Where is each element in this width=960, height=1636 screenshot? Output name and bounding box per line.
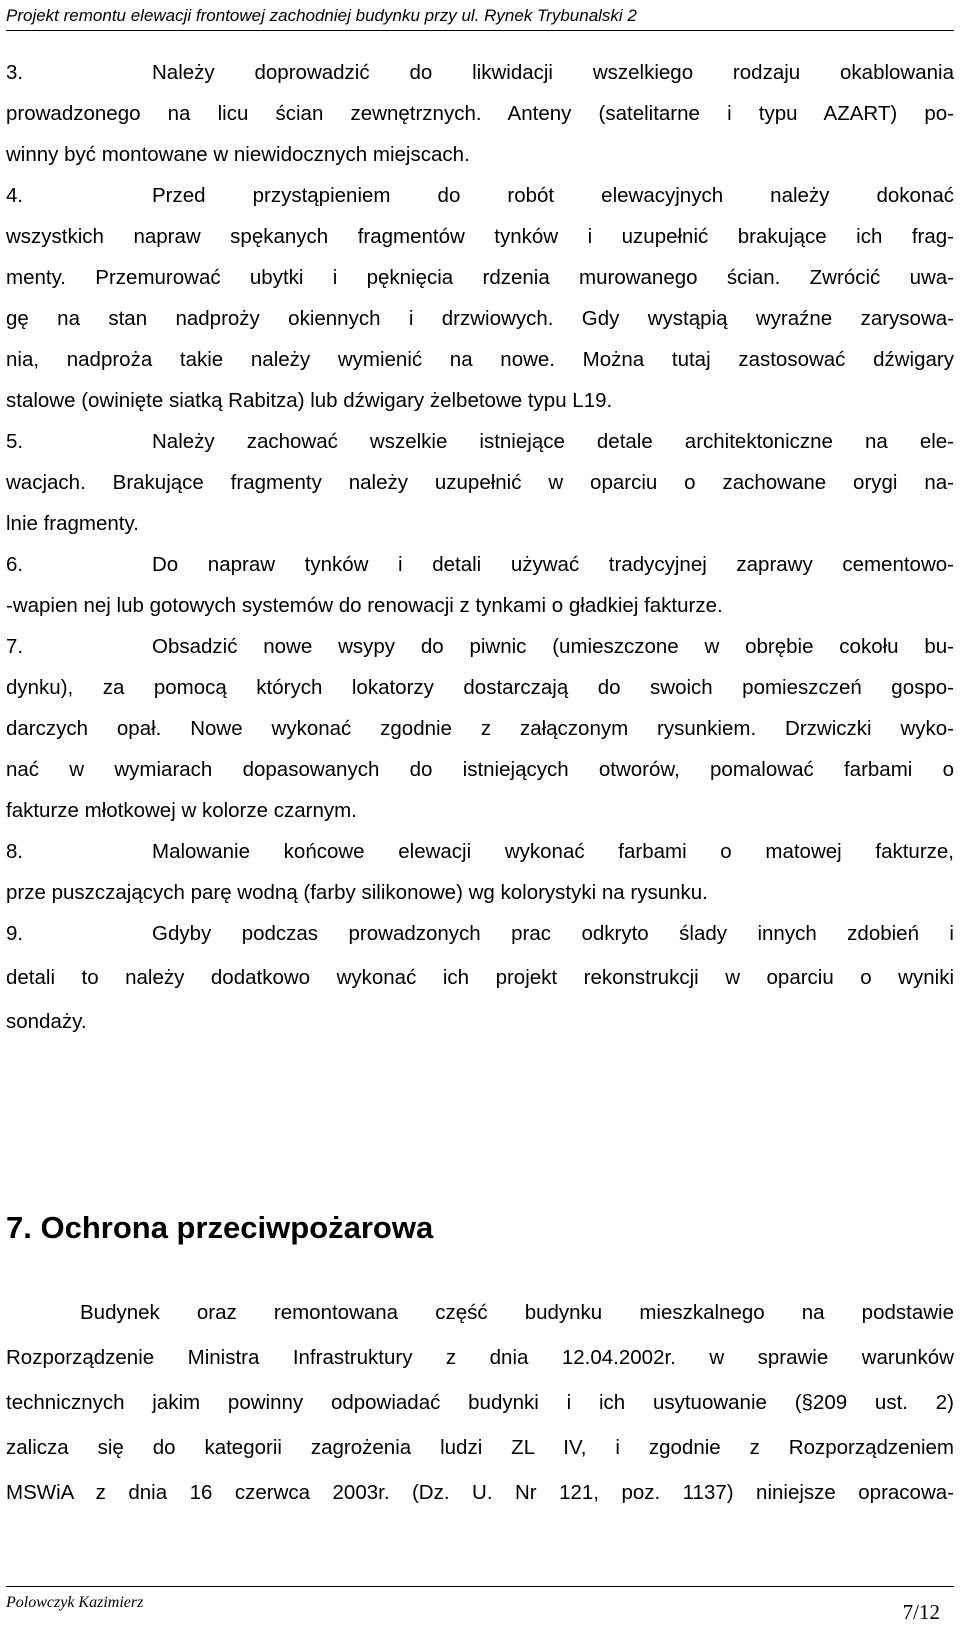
- page-header: Projekt remontu elewacji frontowej zachodniej budynku przy ul. Rynek Trybunalski 2: [6, 4, 954, 31]
- list-item-6: [6, 548, 954, 582]
- list-number: 3.: [6, 61, 24, 84]
- list-item-7: [6, 630, 954, 664]
- list-item-9: [6, 917, 954, 951]
- list-text-line: -wapien nej lub gotowych systemów do renowacji z tynkami o gładkiej fakturze.: [6, 594, 723, 617]
- section-heading: 7. Ochrona przeciwpożarowa: [6, 1210, 434, 1245]
- list-item-3: [6, 56, 954, 90]
- list-text-line: menty. Przemurować ubytki i pęknięcia rdzenia murowanego ścian. Zwrócić uwa-: [6, 266, 954, 289]
- list-text-line: winny być montowane w niewidocznych miejscach.: [6, 143, 470, 166]
- paragraph-line: Rozporządzenie Ministra Infrastruktury z dnia 12.04.2002r. w sprawie warunków: [6, 1346, 954, 1369]
- list-text: Do napraw tynków i detali używać tradycyjnej zaprawy cementowo-: [152, 553, 954, 576]
- list-text-line: gę na stan nadproży okiennych i drzwiowych. Gdy wystąpią wyraźne zarysowa-: [6, 307, 954, 330]
- list-item-4: [6, 179, 954, 213]
- list-text-line: fakturze młotkowej w kolorze czarnym.: [6, 799, 357, 822]
- list-text-line: wszystkich napraw spękanych fragmentów tynków i uzupełnić brakujące ich frag-: [6, 225, 954, 248]
- list-text-line: wacjach. Brakujące fragmenty należy uzupełnić w oparciu o zachowane orygi na-: [6, 471, 954, 494]
- list-text-line: nia, nadproża takie należy wymienić na nowe. Można tutaj zastosować dźwigary: [6, 348, 954, 371]
- list-number: 9.: [6, 922, 24, 945]
- list-text-line: sondaży.: [6, 1010, 87, 1033]
- footer-divider: [6, 1586, 954, 1587]
- list-text-line: prze puszczających parę wodną (farby silikonowe) wg kolorystyki na rysunku.: [6, 881, 708, 904]
- list-item-5: [6, 425, 954, 459]
- list-text: Malowanie końcowe elewacji wykonać farbami o matowej fakturze,: [152, 840, 954, 863]
- list-number: 4.: [6, 184, 24, 207]
- paragraph-line: zalicza się do kategorii zagrożenia ludzi ZL IV, i zgodnie z Rozporządzeniem: [6, 1436, 954, 1459]
- list-item-8: [6, 835, 954, 869]
- list-text-line: nać w wymiarach dopasowanych do istniejących otworów, pomalować farbami o: [6, 758, 954, 781]
- list-number: 7.: [6, 635, 24, 658]
- footer-author: Polowczyk Kazimierz: [6, 1594, 144, 1611]
- list-text: Przed przystąpieniem do robót elewacyjnych należy dokonać: [152, 184, 954, 207]
- list-text: Należy zachować wszelkie istniejące detale architektoniczne na ele-: [152, 430, 954, 453]
- list-text-line: darczych opał. Nowe wykonać zgodnie z załączonym rysunkiem. Drzwiczki wyko-: [6, 717, 954, 740]
- list-number: 6.: [6, 553, 24, 576]
- paragraph-line: technicznych jakim powinny odpowiadać budynki i ich usytuowanie (§209 ust. 2): [6, 1391, 954, 1414]
- page-number: 7/12: [902, 1600, 940, 1624]
- paragraph-line: MSWiA z dnia 16 czerwca 2003r. (Dz. U. Nr 121, poz. 1137) niniejsze opracowa-: [6, 1481, 954, 1504]
- list-text-line: prowadzonego na licu ścian zewnętrznych. Anteny (satelitarne i typu AZART) po-: [6, 102, 954, 125]
- list-text: Obsadzić nowe wsypy do piwnic (umieszczone w obrębie cokołu bu-: [152, 635, 954, 658]
- list-text-line: dynku), za pomocą których lokatorzy dostarczają do swoich pomieszczeń gospo-: [6, 676, 954, 699]
- list-number: 8.: [6, 840, 24, 863]
- list-text: Gdyby podczas prowadzonych prac odkryto ślady innych zdobień i: [152, 922, 954, 945]
- list-number: 5.: [6, 430, 24, 453]
- paragraph-line: Budynek oraz remontowana część budynku mieszkalnego na podstawie: [80, 1301, 954, 1324]
- list-text-line: lnie fragmenty.: [6, 512, 139, 535]
- list-text-line: detali to należy dodatkowo wykonać ich projekt rekonstrukcji w oparciu o wyniki: [6, 966, 954, 989]
- list-text-line: stalowe (owinięte siatką Rabitza) lub dźwigary żelbetowe typu L19.: [6, 389, 613, 412]
- list-text: Należy doprowadzić do likwidacji wszelkiego rodzaju okablowania: [152, 61, 954, 84]
